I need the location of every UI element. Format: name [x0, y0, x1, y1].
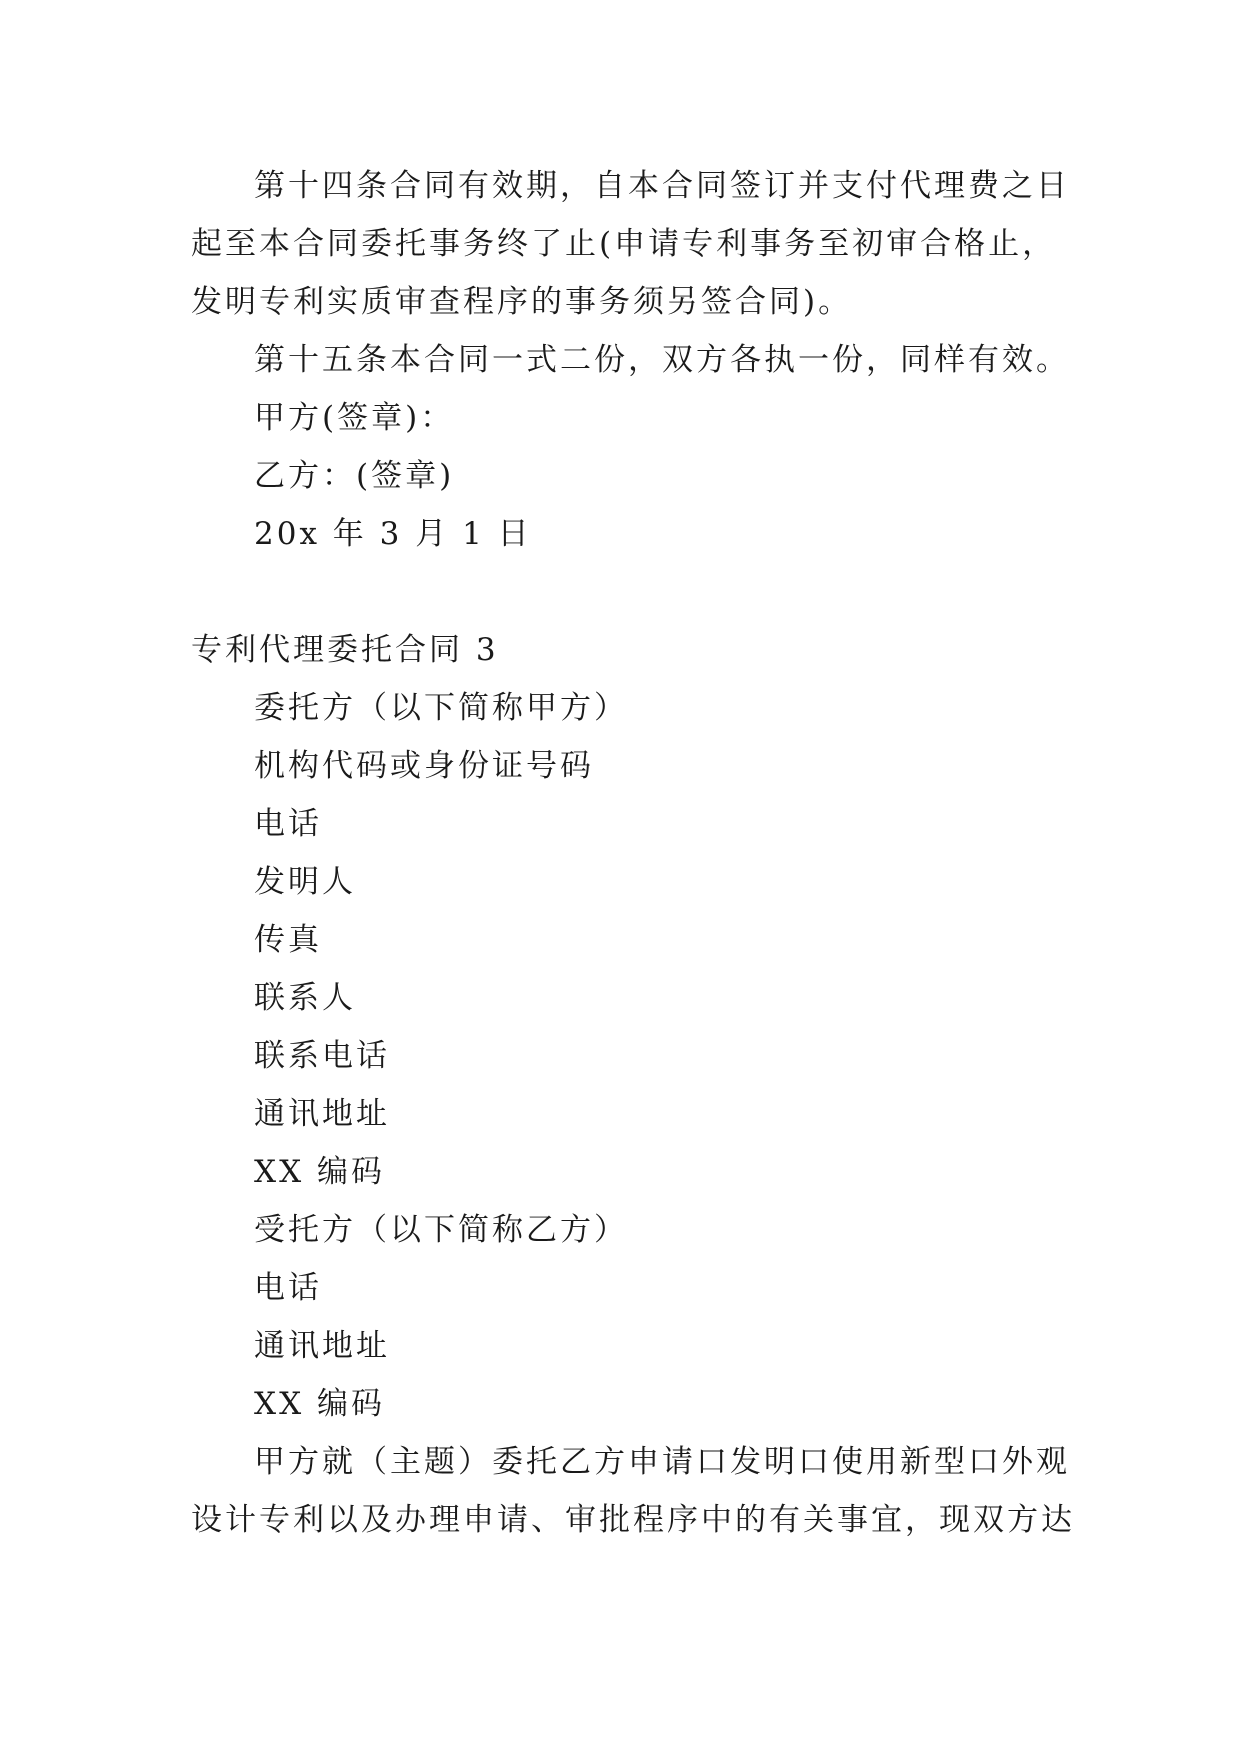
closing-line-2: 设计专利以及办理申请、审批程序中的有关事宜，现双方达: [191, 1502, 1075, 1538]
field-postcode: XX 编码: [254, 1154, 385, 1190]
field-agent: 受托方（以下简称乙方）: [254, 1212, 628, 1248]
article-14-line-2: 起至本合同委托事务终了止(申请专利事务至初审合格止，: [191, 226, 1057, 262]
field-fax: 传真: [254, 922, 322, 958]
sign-date: 20x 年 3 月 1 日: [254, 516, 532, 552]
field-agent-address: 通讯地址: [254, 1328, 390, 1364]
field-contact-phone: 联系电话: [254, 1038, 390, 1074]
field-org-code: 机构代码或身份证号码: [254, 748, 594, 784]
article-14-line-1: 第十四条合同有效期，自本合同签订并支付代理费之日: [254, 168, 1070, 204]
party-a-signature: 甲方(签章)：: [254, 400, 455, 436]
article-15: 第十五条本合同一式二份，双方各执一份，同样有效。: [254, 342, 1070, 378]
field-inventor: 发明人: [254, 864, 356, 900]
field-address: 通讯地址: [254, 1096, 390, 1132]
field-contact: 联系人: [254, 980, 356, 1016]
contract-3-title: 专利代理委托合同 3: [191, 632, 499, 668]
field-phone: 电话: [254, 806, 322, 842]
field-agent-phone: 电话: [254, 1270, 322, 1306]
field-agent-postcode: XX 编码: [254, 1386, 385, 1422]
article-14-line-3: 发明专利实质审查程序的事务须另签合同)。: [191, 284, 853, 320]
field-client: 委托方（以下简称甲方）: [254, 690, 628, 726]
closing-line-1: 甲方就（主题）委托乙方申请口发明口使用新型口外观: [254, 1444, 1070, 1480]
party-b-signature: 乙方：(签章): [254, 458, 455, 494]
